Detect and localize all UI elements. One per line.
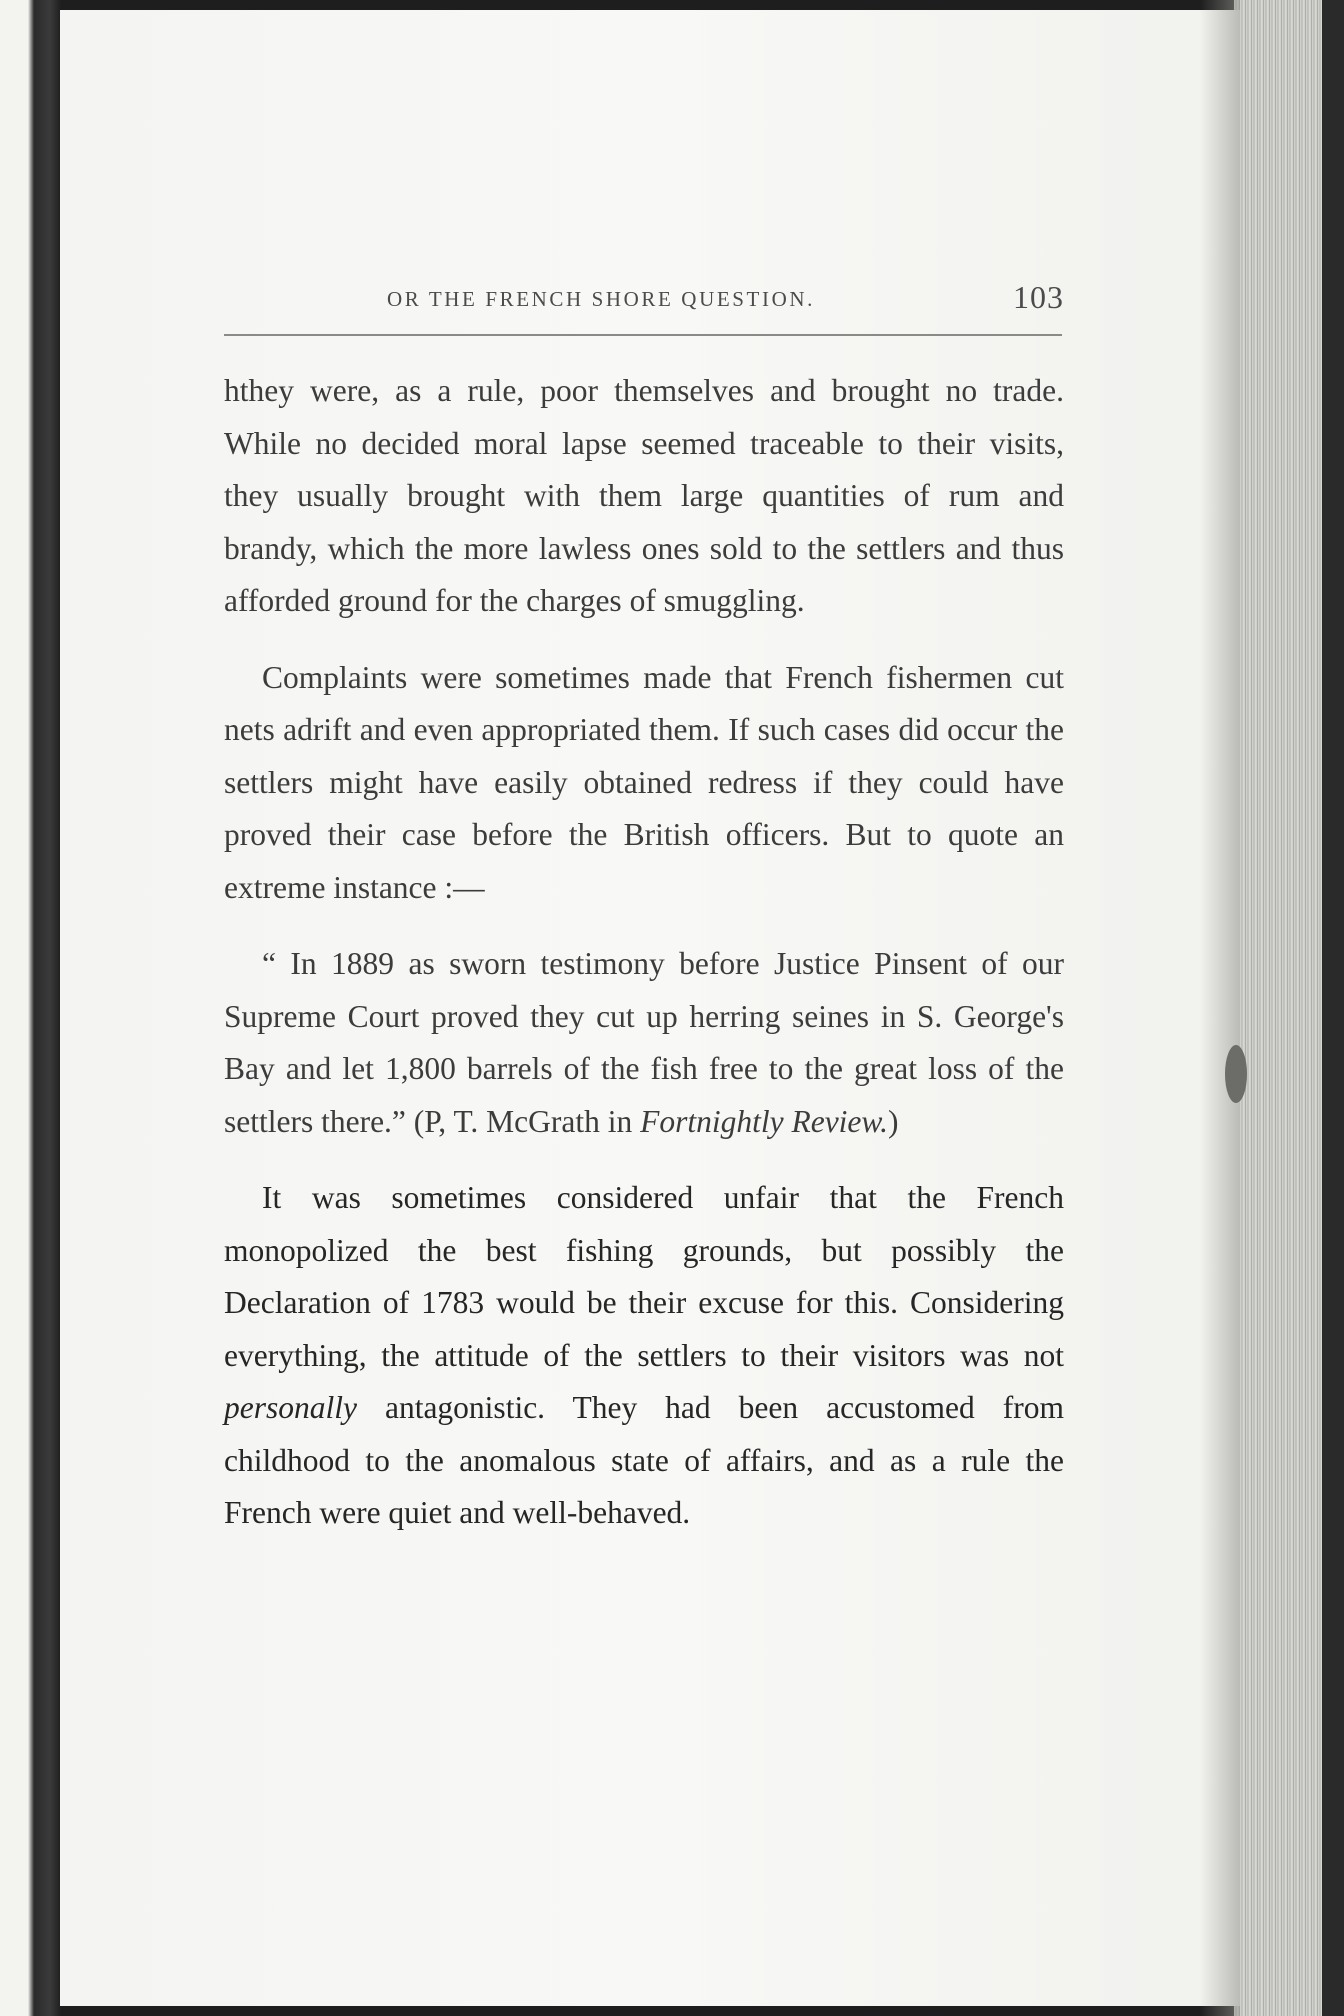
running-head [224, 279, 1064, 327]
paragraph-4-end: antagonistic. They had been accustomed from childhood to the anomalous state of affairs, and as a rule the French were quiet and well-behaved. [224, 1390, 1064, 1530]
paragraph-3-quotation [224, 938, 1064, 1148]
left-binding-edge [0, 0, 62, 2016]
paragraph-4-start: It was sometimes considered unfair that the French monopolized the best fishing grounds, but possibly the Declaration of 1783 would be their excuse for this. Considering everything, the attitude of the settlers to their visitors was not [224, 1180, 1064, 1373]
source-title: Fortnightly Review. [640, 1103, 888, 1139]
running-head-title: OR THE FRENCH SHORE QUESTION. [387, 287, 815, 311]
paragraph-2: Complaints were sometimes made that French fishermen cut nets adrift and even appropriated them. If such cases did occur the settlers might have easily obtained redress if they could have proved their case before the British officers. But to quote an extreme instance :— [224, 659, 1064, 905]
body-text [224, 365, 1064, 1540]
paragraph-4 [224, 1172, 1064, 1540]
page-edges [1234, 0, 1344, 2016]
paragraph-1: hthey were, as a rule, poor themselves and brought no trade. While no decided moral lapse seemed traceable to their visits, they usually brought with them large quantities of rum and brandy, which the more lawless ones sold to the settlers and thus afforded ground for the charges of smuggling. [224, 373, 1064, 618]
header-rule [224, 334, 1062, 336]
quotation-text: “ In 1889 as sworn testimony before Justice Pinsent of our Supreme Court proved they cut up herring seines in S. George's Bay and let 1,800 barrels of the fish free to the great loss of the settlers there.” (P, T. McGrath in [224, 946, 1064, 1139]
quotation-close: ) [887, 1103, 899, 1139]
ink-blot [1225, 1045, 1247, 1103]
page-gutter-shadow [1200, 0, 1240, 2016]
emphasis-personally: personally [224, 1390, 357, 1425]
page-number: 103 [1013, 279, 1064, 315]
